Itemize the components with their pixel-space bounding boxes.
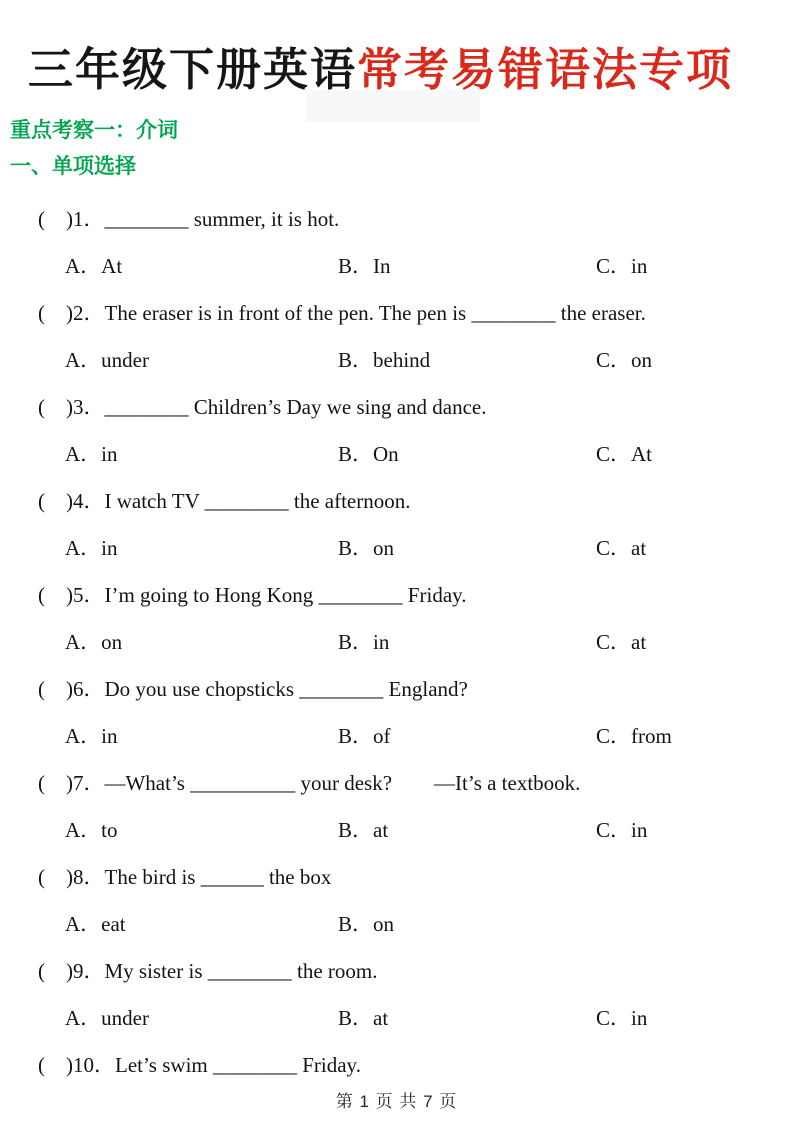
question-stem: ( )1．________ summer, it is hot. [38,207,340,231]
question-block [0,478,793,572]
question-block [0,1042,793,1089]
question-block [0,384,793,478]
question-options-row [0,995,793,1042]
option-b: B．at [338,1006,389,1030]
option-b: B．On [338,442,399,466]
question-block [0,196,793,290]
question-stem: ( )4．I watch TV ________ the afternoon. [38,489,411,513]
question-stem: ( )3．________ Children’s Day we sing and dance. [38,395,487,419]
option-c: C．in [596,254,648,278]
option-b: B．In [338,254,391,278]
question-block [0,290,793,384]
subsection-heading: 一、单项选择 [10,155,136,178]
section-heading: 重点考察一：介词 [10,119,178,142]
option-c: C．from [596,724,672,748]
question-options-row [0,243,793,290]
question-options-row [0,431,793,478]
question-options-row [0,525,793,572]
option-a: A．under [65,348,149,372]
option-a: A．in [65,536,118,560]
option-b: B．of [338,724,391,748]
page-title [28,33,733,98]
question-block [0,854,793,948]
question-block [0,666,793,760]
question-stem: ( )2．The eraser is in front of the pen. The pen is ________ the eraser. [38,301,646,325]
option-a: A．under [65,1006,149,1030]
option-a: A．in [65,442,118,466]
question-stem: ( )10．Let’s swim ________ Friday. [38,1053,361,1077]
question-options-row [0,337,793,384]
question-stem: ( )9．My sister is ________ the room. [38,959,378,983]
option-c: C．at [596,536,647,560]
option-c: C．in [596,818,648,842]
option-a: A．on [65,630,123,654]
question-block [0,948,793,1042]
page-number-footer: 第 1 页 共 7 页 [335,1092,458,1111]
question-stem: ( )8．The bird is ______ the box [38,865,332,889]
question-options-row [0,713,793,760]
option-c: C．At [596,442,653,466]
option-c: C．on [596,348,653,372]
page-title-red-part: 常考易错语法专项 [357,45,734,95]
option-b: B．in [338,630,390,654]
page-title-black-part: 三年级下册英语 [28,45,358,95]
option-a: A．eat [65,912,126,936]
option-b: B．at [338,818,389,842]
option-b: B．behind [338,348,431,372]
question-block [0,760,793,854]
question-stem: ( )6．Do you use chopsticks ________ England? [38,677,468,701]
question-options-row [0,619,793,666]
question-block [0,572,793,666]
question-stem: ( )7．—What’s __________ your desk? —It’s a textbook. [38,771,581,795]
questions-list [0,196,793,1089]
question-stem: ( )5．I’m going to Hong Kong ________ Friday. [38,583,467,607]
question-options-row [0,901,793,948]
option-b: B．on [338,536,395,560]
option-c: C．in [596,1006,648,1030]
option-a: A．At [65,254,123,278]
option-a: A．to [65,818,118,842]
option-a: A．in [65,724,118,748]
option-b: B．on [338,912,395,936]
option-c: C．at [596,630,647,654]
question-options-row [0,807,793,854]
